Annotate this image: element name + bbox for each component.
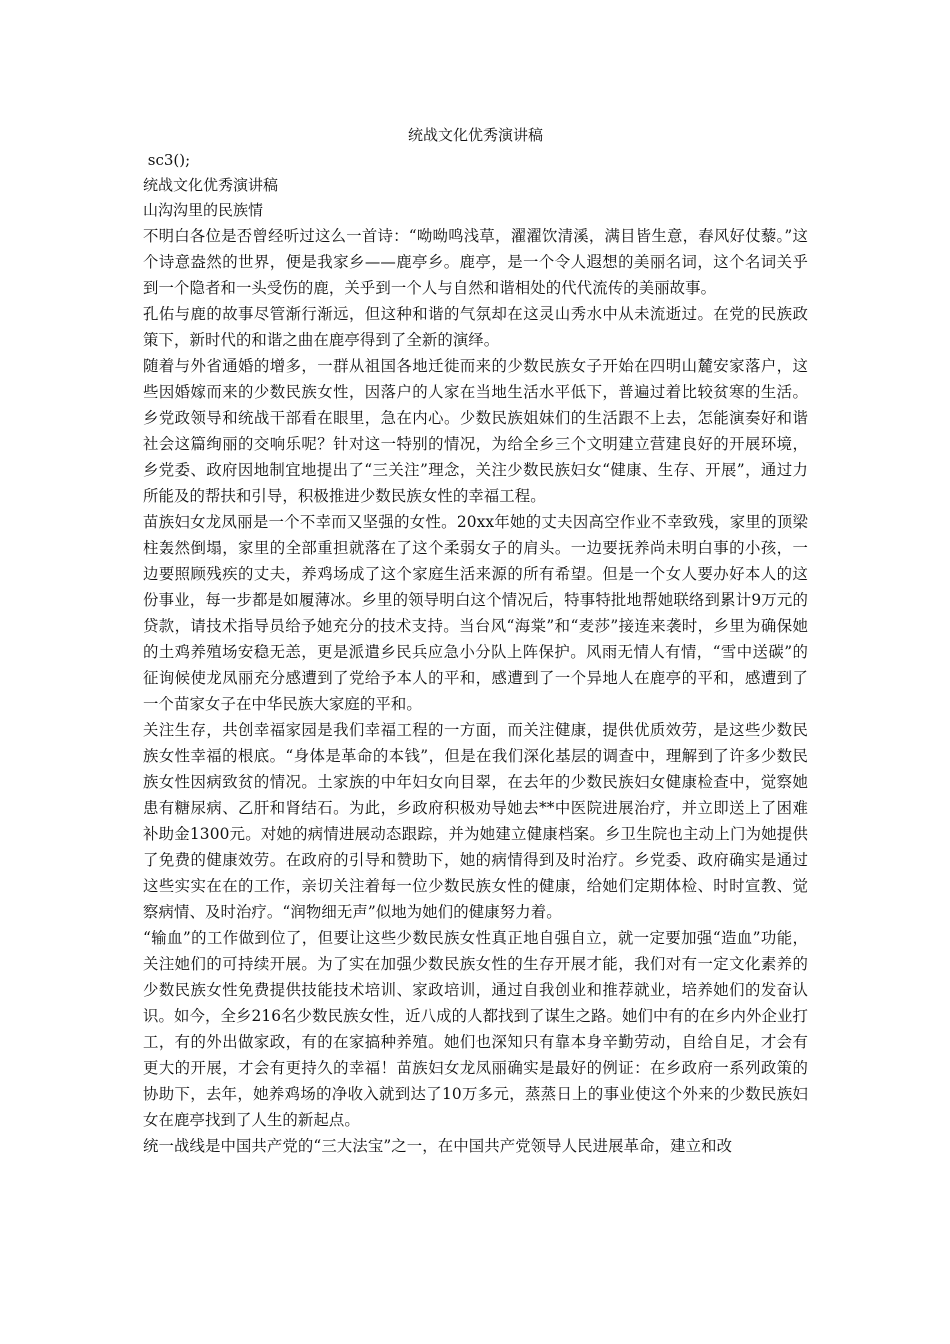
- code-line: sc3();: [143, 151, 191, 169]
- paragraph-2: 孔佑与鹿的故事尽管渐行渐远，但这种和谐的气氛却在这灵山秀水中从未流逝过。在党的民族政策下，新时代的和谐之曲在鹿亭得到了全新的演绎。: [143, 305, 808, 349]
- paragraph-6: “输血”的工作做到位了，但要让这些少数民族女性真正地自强自立，就一定要加强“造血”功能，关注她们的可持续开展。为了实在加强少数民族女性的生存开展才能，我们对有一定文化素养的少数民族女性免费提供技能技术培训、家政培训，通过自我创业和推荐就业，培养她们的发奋认识。如今，全乡216名少数民族女性，近八成的人都找到了谋生之路。她们中有的在乡内外企业打工，有的外出做家政，有的在家搞种养殖。她们也深知只有靠本身辛勤劳动，自给自足，才会有更大的开展，才会有更持久的幸福！苗族妇女龙凤丽确实是最好的例证：在乡政府一系列政策的协助下，去年，她养鸡场的净收入就到达了10万多元，蒸蒸日上的事业使这个外来的少数民族妇女在鹿亭找到了人生的新起点。: [143, 929, 808, 1129]
- document-header-title: 统战文化优秀演讲稿: [407, 126, 543, 144]
- section-title: 山沟沟里的民族情: [143, 201, 264, 219]
- paragraph-3: 随着与外省通婚的增多，一群从祖国各地迁徙而来的少数民族女子开始在四明山麓安家落户，这些因婚嫁而来的少数民族女性，因落户的人家在当地生活水平低下，普遍过着比较贫寒的生活。乡党政领导和统战干部看在眼里，急在内心。少数民族姐妹们的生活跟不上去，怎能演奏好和谐社会这篇绚丽的交响乐呢？针对这一特别的情况，为给全乡三个文明建立营建良好的开展环境，乡党委、政府因地制宜地提出了“三关注”理念，关注少数民族妇女“健康、生存、开展”，通过力所能及的帮扶和引导，积极推进少数民族女性的幸福工程。: [143, 357, 808, 505]
- paragraph-1: 不明白各位是否曾经听过这么一首诗：“呦呦鸣浅草，濯濯饮清溪，满目皆生意，春风好仗藜。”这个诗意盎然的世界，便是我家乡——鹿亭乡。鹿亭，是一个令人遐想的美丽名词，这个名词关乎到一个隐者和一头受伤的鹿，关乎到一个人与自然和谐相处的代代流传的美丽故事。: [143, 227, 808, 297]
- paragraph-4: 苗族妇女龙凤丽是一个不幸而又坚强的女性。20xx年她的丈夫因高空作业不幸致残，家里的顶梁柱轰然倒塌，家里的全部重担就落在了这个柔弱女子的肩头。一边要抚养尚未明白事的小孩，一边要照顾残疾的丈夫，养鸡场成了这个家庭生活来源的所有希望。但是一个女人要办好本人的这份事业，每一步都是如履薄冰。乡里的领导明白这个情况后，特事特批地帮她联络到累计9万元的贷款，请技术指导员给予她充分的技术支持。当台风“海棠”和“麦莎”接连来袭时，乡里为确保她的土鸡养殖场安稳无恙，更是派遣乡民兵应急小分队上阵保护。风雨无情人有情，“雪中送碳”的征询候使龙凤丽充分感遭到了党给予本人的平和，感遭到了一个异地人在鹿亭的平和，感遭到了一个苗家女子在中华民族大家庭的平和。: [143, 513, 808, 713]
- paragraph-7: 统一战线是中国共产党的“三大法宝”之一，在中国共产党领导人民进展革命，建立和改: [143, 1137, 733, 1155]
- paragraph-5: 关注生存，共创幸福家园是我们幸福工程的一方面，而关注健康，提供优质效劳，是这些少数民族女性幸福的根底。“身体是革命的本钱”，但是在我们深化基层的调查中，理解到了许多少数民族女性因病致贫的情况。土家族的中年妇女向目翠，在去年的少数民族妇女健康检查中，觉察她患有糖尿病、乙肝和肾结石。为此，乡政府积极劝导她去**中医院进展治疗，并立即送上了困难补助金1300元。对她的病情进展动态跟踪，并为她建立健康档案。乡卫生院也主动上门为她提供了免费的健康效劳。在政府的引导和赞助下，她的病情得到及时治疗。乡党委、政府确实是通过这些实实在在的工作，亲切关注着每一位少数民族女性的健康，给她们定期体检、时时宣教、觉察病情、及时治疗。“润物细无声”似地为她们的健康努力着。: [143, 721, 808, 921]
- document-page: [143, 122, 808, 1159]
- document-subtitle: 统战文化优秀演讲稿: [143, 176, 279, 194]
